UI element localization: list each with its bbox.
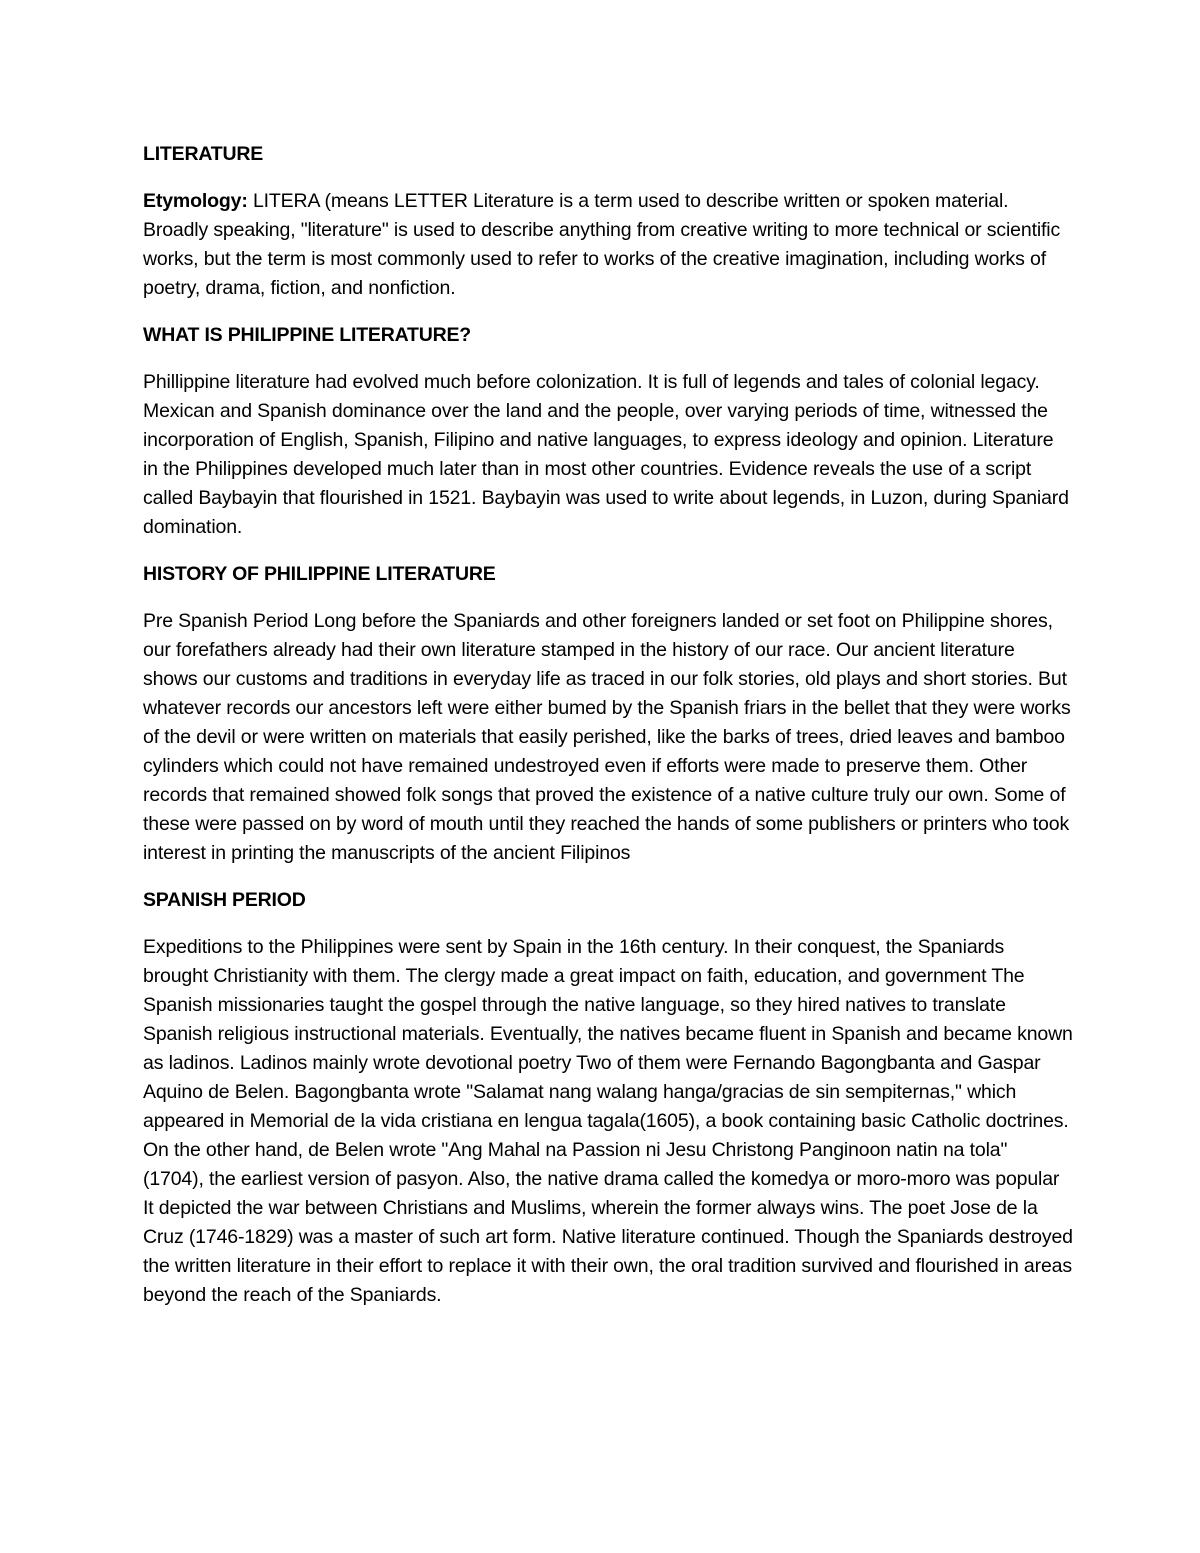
section-text-spanish: Expeditions to the Philippines were sent by Spain in the 16th century. In their conquest, the Spaniards brought Christianity with them. The clergy made a great impact on faith, education, and government The Spanish missionaries taught the gospel through the native language, so they hired natives to translate Spanish religious instructional materials. Eventually, the natives became fluent in Spanish and became known as ladinos. Ladinos mainly wrote devotional poetry Two of them were Fernando Bagongbanta and Gaspar Aquino de Belen. Bagongbanta wrote "Salamat nang walang hanga/gracias de sin sempiternas," which appeared in Memorial de la vida cristiana en lengua tagala(1605), a book containing basic Catholic doctrines. On the other hand, de Belen wrote "Ang Mahal na Passion ni Jesu Christong Panginoon natin na tola" (1704), the earliest version of pasyon. Also, the native drama called the komedya or moro-moro was popular It depicted the war between Christians and Muslims, wherein the former always wins. The poet Jose de la Cruz (1746-1829) was a master of such art form. Native literature continued. Though the Spaniards destroyed the written literature in their effort to replace it with their own, the oral tradition survived and flourished in areas beyond the reach of the Spaniards. [143,936,1073,1306]
etymology-paragraph [143,187,1073,303]
section-heading-spanish: SPANISH PERIOD [143,889,306,911]
section-text-history: Pre Spanish Period Long before the Spaniards and other foreigners landed or set foot on Philippine shores, our forefathers already had their own literature stamped in the history of our race. Our ancient literature shows our customs and traditions in everyday life as traced in our folk stories, old plays and short stories. But whatever records our ancestors left were either bumed by the Spanish friars in the bellet that they were works of the devil or were written on materials that easily perished, like the barks of trees, dried leaves and bamboo cylinders which could not have remained undestroyed even if efforts were made to preserve them. Other records that remained showed folk songs that proved the existence of a native culture truly our own. Some of these were passed on by word of mouth until they reached the hands of some publishers or printers who took interest in printing the manuscripts of the ancient Filipinos [143,610,1071,864]
document-title: LITERATURE [143,143,264,165]
document-body [143,140,1073,1328]
section-heading-history: HISTORY OF PHILIPPINE LITERATURE [143,563,496,585]
etymology-text: LITERA (means LETTER Literature is a term used to describe written or spoken material. Broadly speaking, "literature" is used to describe anything from creative writing to more technical or scientific works, but the term is most commonly used to refer to works of the creative imagination, including works of poetry, drama, fiction, and nonfiction. [143,190,1061,299]
etymology-label: Etymology: [143,190,248,212]
section-text-what: Phillippine literature had evolved much before colonization. It is full of legends and tales of colonial legacy. Mexican and Spanish dominance over the land and the people, over varying periods of time, witnessed the incorporation of English, Spanish, Filipino and native languages, to express ideology and opinion. Literature in the Philippines developed much later than in most other countries. Evidence reveals the use of a script called Baybayin that flourished in 1521. Baybayin was used to write about legends, in Luzon, during Spaniard domination. [143,371,1069,538]
section-heading-what: WHAT IS PHILIPPINE LITERATURE? [143,324,472,346]
